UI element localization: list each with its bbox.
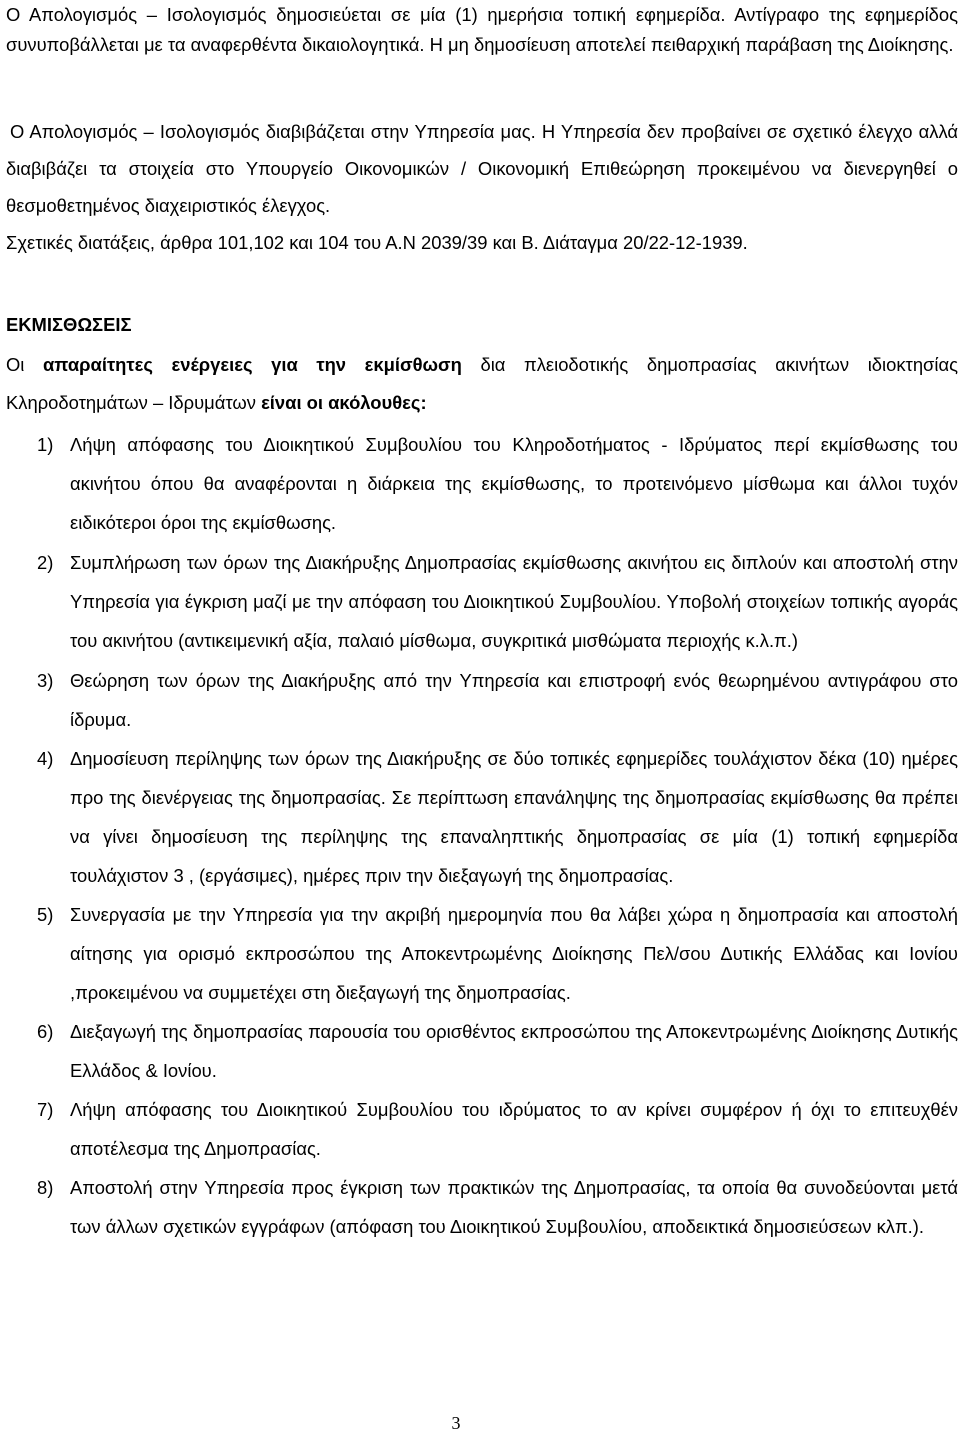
list-item	[6, 739, 958, 895]
list-item-number: 4)	[37, 748, 54, 769]
list-item-text: Συνεργασία με την Υπηρεσία για την ακριβή ημερομηνία που θα λάβει χώρα η δημοπρασία και αποστολή αίτησης για ορισμό εκπροσώπου της Αποκεντρωμένης Διοίκησης Πελ/σου Δυτικής Ελλάδας και Ιονίου ,προκειμένου να συμμετέχει στη διεξαγωγή της δημοπρασίας.	[70, 904, 958, 1003]
intro-start: Οι	[6, 354, 43, 375]
list-item	[6, 1090, 958, 1168]
list-item	[6, 425, 958, 542]
list-item-text: Διεξαγωγή της δημοπρασίας παρουσία του ορισθέντος εκπροσώπου της Αποκεντρωμένης Διοίκησης Δυτικής Ελλάδος & Ιονίου.	[70, 1021, 958, 1081]
paragraph-submission	[6, 113, 958, 261]
list-item	[6, 895, 958, 1012]
list-item-text: Θεώρηση των όρων της Διακήρυξης από την Υπηρεσία και επιστροφή ενός θεωρημένου αντιγράφου στο ίδρυμα.	[70, 670, 958, 730]
list-item-number: 1)	[37, 434, 54, 455]
list-item-number: 8)	[37, 1177, 54, 1198]
paragraph-publication: Ο Απολογισμός – Ισολογισμός δημοσιεύεται σε μία (1) ημερήσια τοπική εφημερίδα. Αντίγραφο της εφημερίδος συνυποβάλλεται με τα αναφερθέντα δικαιολογητικά. Η μη δημοσίευση αποτελεί πειθαρχική παράβαση της Διοίκησης.	[6, 4, 958, 55]
list-item-text: Λήψη απόφασης του Διοικητικού Συμβουλίου του ιδρύματος το αν κρίνει συμφέρον ή όχι το επιτευχθέν αποτέλεσμα της Δημοπρασίας.	[70, 1099, 958, 1159]
list-item	[6, 1012, 958, 1090]
section-heading-leases: ΕΚΜΙΣΘΩΣΕΙΣ	[6, 314, 132, 335]
page-number: 3	[451, 1413, 461, 1433]
list-item	[6, 1168, 958, 1246]
list-item-text: Δημοσίευση περίληψης των όρων της Διακήρυξης σε δύο τοπικές εφημερίδες τουλάχιστον δέκα (10) ημέρες προ της διενέργειας της δημοπρασίας. Σε περίπτωση επανάληψης της δημοπρασίας εκμίσθωσης θα πρέπει να γίνει δημοσίευση της περίληψης της επαναληπτικής δημοπρασίας σε μία (1) τοπική εφημερίδα τουλάχιστον 3 , (εργάσιμες), ημέρες πριν την διεξαγωγή της δημοπρασίας.	[70, 748, 958, 886]
steps-list	[6, 425, 958, 1246]
list-item-text: Αποστολή στην Υπηρεσία προς έγκριση των πρακτικών της Δημοπρασίας, τα οποία θα συνοδεύονται μετά των άλλων σχετικών εγγράφων (απόφαση του Διοικητικού Συμβουλίου, αποδεικτικά δημοσιεύσεων κλπ.).	[70, 1177, 958, 1237]
intro-mid: δια πλειοδοτικής δημοπρασίας ακινήτων ιδιοκτησίας Κληροδοτημάτων – Ιδρυμάτων	[6, 354, 958, 413]
list-item-number: 3)	[37, 670, 54, 691]
list-item-text: Συμπλήρωση των όρων της Διακήρυξης Δημοπρασίας εκμίσθωσης ακινήτου εις διπλούν και αποστολή στην Υπηρεσία για έγκριση μαζί με την απόφαση του Διοικητικού Συμβουλίου. Υποβολή στοιχείων τοπικής αγοράς του ακινήτου (αντικειμενική αξία, παλαιό μίσθωμα, συγκριτικά μισθώματα περιοχής κ.λ.π.)	[70, 552, 958, 651]
intro-bold: απαραίτητες ενέργειες για την εκμίσθωση	[43, 354, 462, 375]
list-item-number: 6)	[37, 1021, 54, 1042]
intro-end-bold: είναι οι ακόλουθες:	[261, 392, 427, 413]
paragraph-submission-text: Ο Απολογισμός – Ισολογισμός διαβιβάζεται στην Υπηρεσία μας. Η Υπηρεσία δεν προβαίνει σε σχετικό έλεγχο αλλά διαβιβάζει τα στοιχεία στο Υπουργείο Οικονομικών / Οικονομική Επιθεώρηση προκειμένου να διενεργηθεί ο θεσμοθετημένος διαχειριστικός έλεγχος.	[6, 121, 958, 216]
list-item	[6, 543, 958, 660]
list-item-text: Λήψη απόφασης του Διοικητικού Συμβουλίου του Κληροδοτήματος - Ιδρύματος περί εκμίσθωσης του ακινήτου όπου θα αναφέρονται η διάρκεια της εκμίσθωσης, το προτεινόμενο μίσθωμα και άλλοι τυχόν ειδικότεροι όροι της εκμίσθωσης.	[70, 434, 958, 533]
list-item	[6, 661, 958, 739]
section-intro	[6, 346, 958, 422]
list-item-number: 5)	[37, 904, 54, 925]
list-item-number: 7)	[37, 1099, 54, 1120]
paragraph-legal-provisions: Σχετικές διατάξεις, άρθρα 101,102 και 104 του Α.Ν 2039/39 και Β. Διάταγμα 20/22-12-1939.	[6, 232, 748, 253]
list-item-number: 2)	[37, 552, 54, 573]
